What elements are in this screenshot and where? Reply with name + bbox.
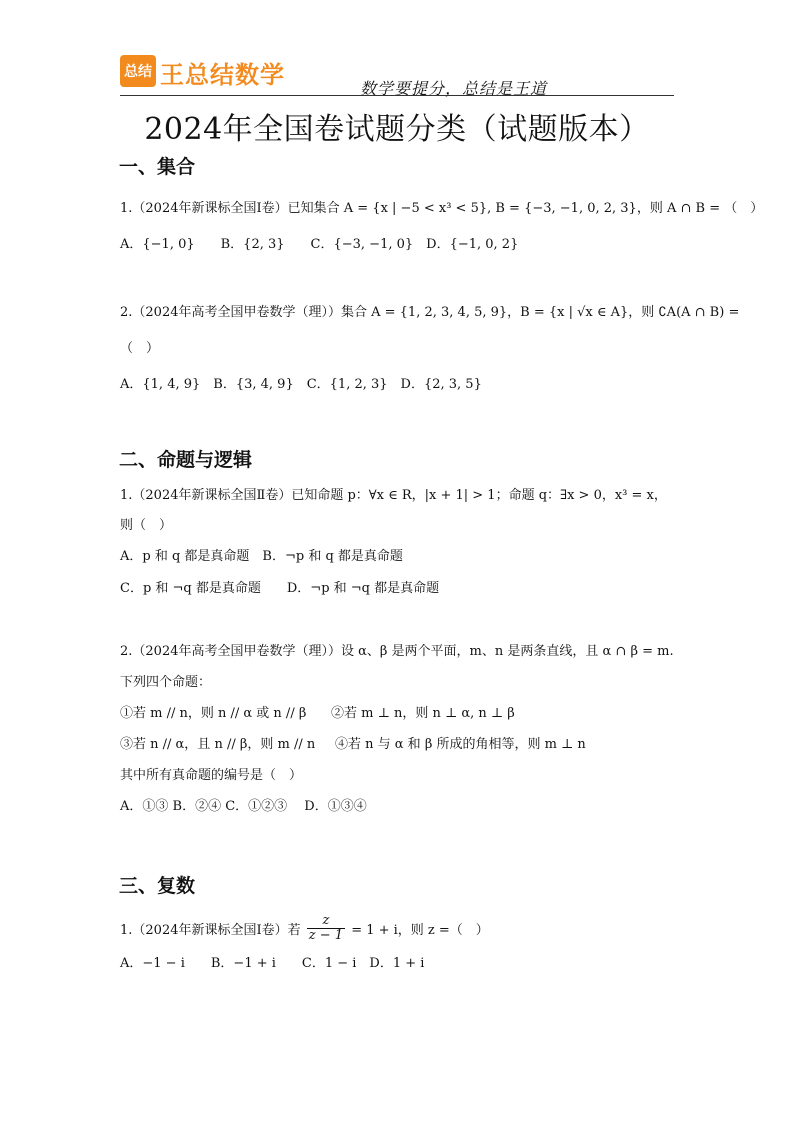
header-divider <box>120 95 674 96</box>
question-stem-cont: 则（ ） <box>120 518 173 533</box>
logo-text: 王总结数学 <box>160 61 285 89</box>
section-heading-sets: 一、集合 <box>119 156 196 178</box>
question-options: A．−1 − i B．−1 + i C．1 − i D．1 + i <box>120 956 425 971</box>
question-line: 下列四个命题： <box>120 675 212 690</box>
question-stem-cont: （ ） <box>120 341 160 356</box>
statement-3: ③若 n // α，且 n // β，则 m // n <box>120 737 316 752</box>
question-options: A．p 和 q 都是真命题 B．¬p 和 q 都是真命题 <box>120 549 403 564</box>
question-options: C．p 和 ¬q 都是真命题 D．¬p 和 ¬q 都是真命题 <box>120 581 440 596</box>
statement-4: ④若 n 与 α 和 β 所成的角相等，则 m ⊥ n <box>335 737 586 752</box>
logo-mark: 总结 <box>120 55 156 87</box>
question-stem: 1.（2024年新课标全国Ⅱ卷）已知命题 p：∀x ∈ R，|x + 1| > 1；命题 q：∃x > 0，x³ = x， <box>120 488 667 503</box>
stem-suffix: = 1 + i，则 z =（ ） <box>351 923 489 938</box>
section-heading-logic: 二、命题与逻辑 <box>119 449 253 471</box>
question-stem: 1.（2024年新课标全国Ⅰ卷）已知集合 A = {x | −5 < x³ < 5}, B = {−3, −1, 0, 2, 3}，则 A ∩ B = （ ） <box>120 201 764 216</box>
fraction <box>307 914 345 943</box>
question-options: A．{1, 4, 9} B．{3, 4, 9} C．{1, 2, 3} D．{2, 3, 5} <box>120 377 482 392</box>
question-stem: 2.（2024年高考全国甲卷数学（理））设 α、β 是两个平面，m、n 是两条直线，且 α ∩ β = m. <box>120 644 674 659</box>
question-options: A．{−1, 0} B．{2, 3} C．{−3, −1, 0} D．{−1, 0, 2} <box>120 237 519 252</box>
question-line: 其中所有真命题的编号是（ ） <box>120 768 303 783</box>
question-options: A．①③ B．②④ C．①②③ D．①③④ <box>120 799 367 814</box>
slogan: 数学要提分，总结是王道 <box>360 79 548 98</box>
stem-prefix: 1.（2024年新课标全国Ⅰ卷）若 <box>120 923 301 938</box>
question-stem: 2.（2024年高考全国甲卷数学（理））集合 A = {1, 2, 3, 4, 5, 9}，B = {x | √x ∈ A}，则 ∁A(A ∩ B) = <box>120 305 740 320</box>
page-title: 2024年全国卷试题分类（试题版本） <box>144 112 650 147</box>
question-stem <box>120 913 489 945</box>
statement-1: ①若 m // n，则 n // α 或 n // β <box>120 706 307 721</box>
fraction-numerator: z <box>307 914 345 929</box>
fraction-denominator: z − 1 <box>308 928 344 943</box>
section-heading-complex: 三、复数 <box>119 875 196 897</box>
statement-2: ②若 m ⊥ n，则 n ⊥ α, n ⊥ β <box>331 706 515 721</box>
